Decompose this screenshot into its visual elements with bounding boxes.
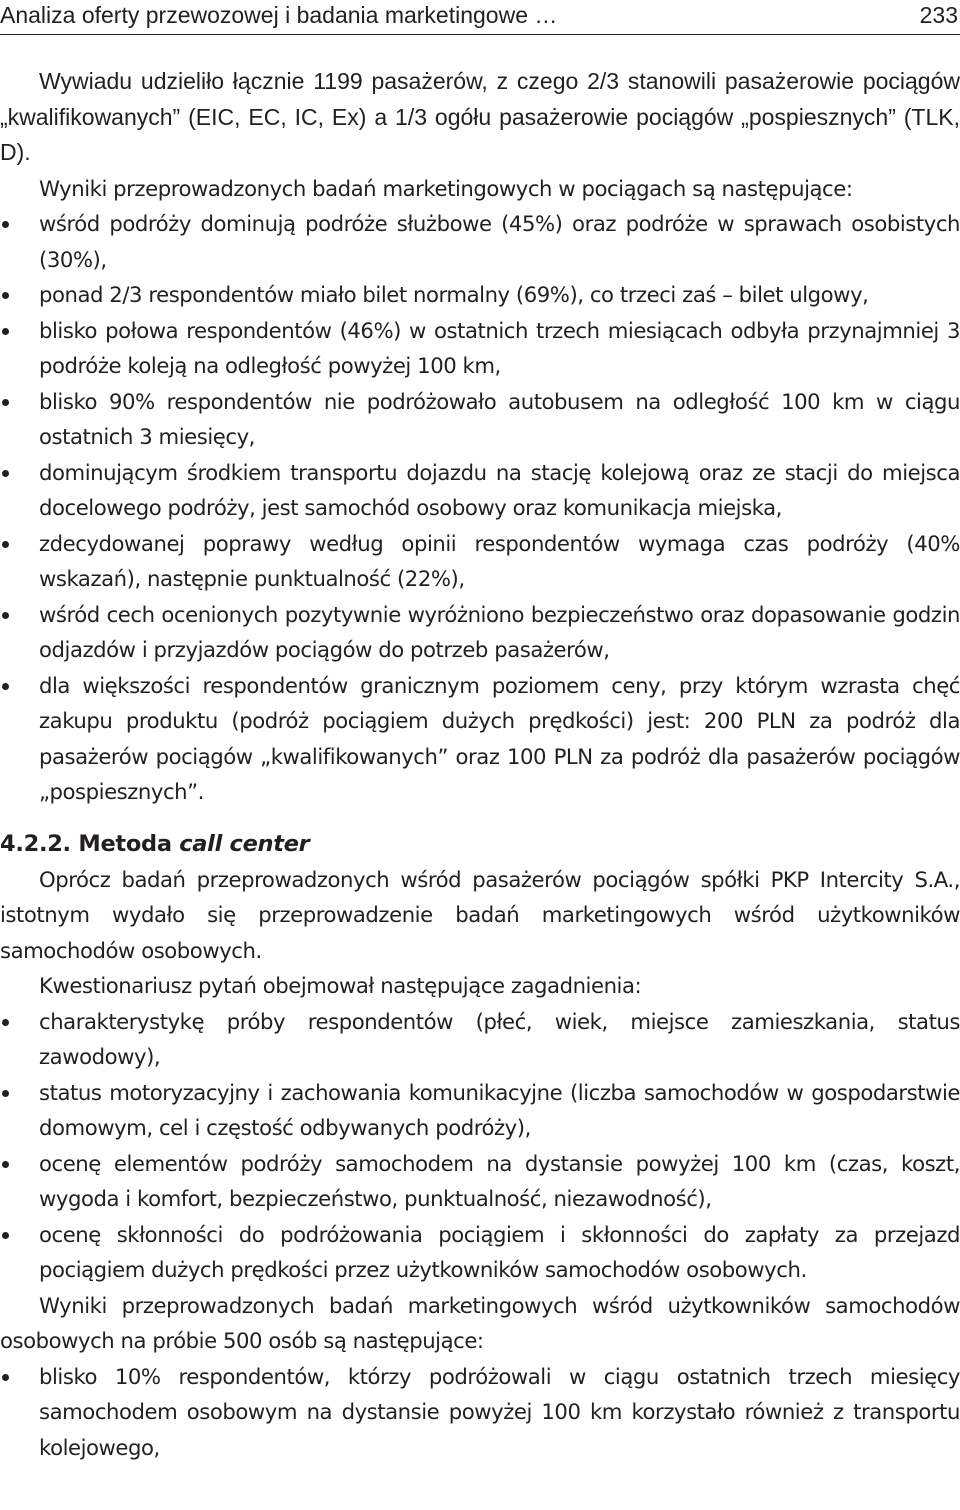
list-item: ponad 2/3 respondentów miało bilet normalny (69%), co trzeci zaś – bilet ulgowy, [0,277,960,313]
list-item: dla większości respondentów granicznym poziomem ceny, przy którym wzrasta chęć zakupu produktu (podróż pociągiem dużych prędkości) jest: 200 PLN za podróż dla pasażerów pociągów „kwalifikowanych” oraz 100 PLN za podróż dla pasażerów pociągów „pospiesznych”. [0,668,960,810]
section-title: Metoda [78,830,172,857]
running-header-title: Analiza oferty przewozowej i badania marketingowe … [0,2,558,28]
list-item: ocenę skłonności do podróżowania pociągiem i skłonności do zapłaty za przejazd pociągiem dużych prędkości przez użytkowników samochodów osobowych. [0,1217,960,1288]
results-intro-paragraph: Wyniki przeprowadzonych badań marketingowych w pociągach są następujące: [39,175,853,201]
list-item: status motoryzacyjny i zachowania komunikacyjne (liczba samochodów w gospodarstwie domowym, cel i częstość odbywanych podróży), [0,1075,960,1146]
questionnaire-intro: Kwestionariusz pytań obejmował następujące zagadnienia: [39,973,642,998]
list-item: dominującym środkiem transportu dojazdu na stację kolejową oraz ze stacji do miejsca docelowego podróży, jest samochód osobowy oraz komunikacja miejska, [0,455,960,526]
list-item: wśród cech ocenionych pozytywnie wyróżniono bezpieczeństwo oraz dopasowanie godzin odjazdów i przyjazdów pociągów do potrzeb pasażerów, [0,597,960,668]
body-text [0,64,960,1465]
list-item: blisko połowa respondentów (46%) w ostatnich trzech miesiącach odbyła przynajmniej 3 podróże koleją na odległość powyżej 100 km, [0,313,960,384]
list-item: ocenę elementów podróży samochodem na dystansie powyżej 100 km (czas, koszt, wygoda i komfort, bezpieczeństwo, punktualność, niezawodność), [0,1146,960,1217]
section-number: 4.2.2. [0,830,71,857]
list-item: blisko 90% respondentów nie podróżowało autobusem na odległość 100 km w ciągu ostatnich 3 miesięcy, [0,384,960,455]
car-results-intro: Wyniki przeprowadzonych badań marketingowych wśród użytkowników samochodów osobowych na próbie 500 osób są następujące: [0,1292,960,1353]
intro-paragraph: Wywiadu udzieliło łącznie 1199 pasażerów, z czego 2/3 stanowili pasażerowie pociągów „kwalifikowanych” (EIC, EC, IC, Ex) a 1/3 ogółu pasażerowie pociągów „pospiesznych” (TLK, D). [0,68,960,165]
section-heading [0,826,960,862]
list-item: zdecydowanej poprawy według opinii respondentów wymaga czas podróży (40% wskazań), następnie punktualność (22%), [0,526,960,597]
page-number: 233 [919,2,958,28]
train-survey-results-list [0,206,960,810]
list-item: blisko 10% respondentów, którzy podróżowali w ciągu ostatnich trzech miesięcy samochodem osobowym na dystansie powyżej 100 km korzystało również z transportu kolejowego, [0,1359,960,1466]
list-item: wśród podróży dominują podróże służbowe (45%) oraz podróże w sprawach osobistych (30%), [0,206,960,277]
running-header [0,0,960,35]
section-title-italic: call center [179,830,310,857]
car-survey-results-list [0,1359,960,1466]
section-paragraph: Oprócz badań przeprowadzonych wśród pasażerów pociągów spółki PKP Intercity S.A., istotnym wydało się przeprowadzenie badań marketingowych wśród użytkowników samochodów osobowych. [0,866,960,963]
questionnaire-topics-list [0,1004,960,1288]
list-item: charakterystykę próby respondentów (płeć, wiek, miejsce zamieszkania, status zawodowy), [0,1004,960,1075]
